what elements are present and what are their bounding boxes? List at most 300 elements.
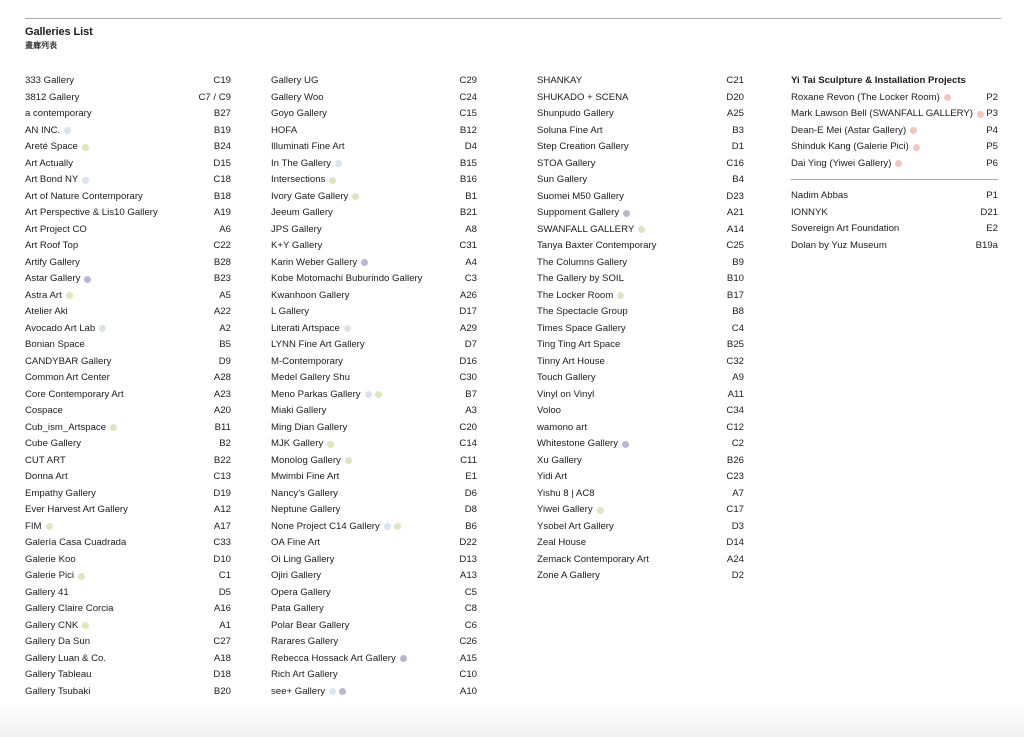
projects-divider [791,179,998,180]
list-item-name: K+Y Gallery [271,240,323,251]
list-item-name-wrap [271,90,324,107]
list-item [25,123,231,140]
list-item-name: Mwimbi Fine Art [271,471,340,482]
list-item-name-wrap [537,453,582,470]
list-item-name: Tinny Art House [537,355,605,367]
list-item [271,634,477,651]
list-item-name-wrap [271,486,338,503]
list-item-name-wrap [271,684,346,701]
list-item-name: Astra Art [25,289,62,301]
list-item-name-wrap [271,387,382,404]
list-item-name: Zemack Contemporary Art [537,553,649,565]
list-item-name-wrap [271,172,336,189]
booth-code: C32 [726,355,744,367]
purple-dot-icon [84,276,91,283]
list-item [271,222,477,239]
booth-code: A2 [219,322,231,334]
booth-code: C34 [726,405,744,416]
list-item-name-wrap [537,304,628,321]
green-dot-icon [82,144,89,151]
list-item-name-wrap [537,288,624,305]
list-item-name-wrap [25,469,68,486]
booth-code: B18 [213,190,231,202]
list-item-name-wrap [537,189,624,206]
list-item [271,420,477,437]
list-item-name: Art of Nature Contemporary [25,190,143,202]
list-item-name: JPS Gallery [271,223,322,235]
list-item-name: Ysobel Art Gallery [537,520,614,532]
booth-code: D2 [731,570,744,581]
list-item [25,73,231,90]
booth-code: C6 [464,619,477,631]
list-item [537,73,744,90]
list-item-name-wrap [271,667,338,684]
booth-code: B3 [732,124,744,136]
list-item-name: Yidi Art [537,471,568,482]
list-item-name: In The Gallery [271,157,332,169]
booth-code: C22 [213,240,231,251]
list-item-name-wrap [271,73,318,90]
list-item-name-wrap [537,519,614,536]
list-item [271,106,477,123]
list-item-name-wrap [271,634,338,651]
list-item [25,106,231,123]
list-item [25,172,231,189]
list-item-name: M-Contemporary [271,355,343,367]
green-dot-icon [329,177,336,184]
list-item-name-wrap [271,519,401,536]
booth-code: C29 [459,75,477,86]
booth-code: A18 [213,652,231,664]
list-item-name-wrap [25,354,111,371]
list-item-name-wrap [271,189,359,206]
list-item [25,651,231,668]
booth-code: D20 [726,91,744,103]
list-item [271,73,477,90]
list-item [25,684,231,701]
list-item [271,205,477,222]
list-item-name: a contemporary [25,108,92,119]
booth-code: D4 [464,141,477,152]
list-item [271,403,477,420]
booth-code: A6 [219,223,231,235]
list-item-name: Sun Gallery [537,174,588,185]
list-item-name-wrap [271,568,321,585]
list-item-name-wrap [25,172,89,189]
booth-code: E2 [986,223,998,234]
list-item [537,502,744,519]
booth-code: A24 [726,553,744,565]
booth-code: B15 [459,157,477,169]
booth-code: B27 [213,108,231,119]
booth-code: C5 [464,586,477,598]
list-item-name: Gallery Claire Corcia [25,603,114,614]
booth-code: C1 [218,570,231,581]
list-item-name: FIM [25,520,42,532]
list-item-name-wrap [25,420,117,437]
list-item-name-wrap [271,106,327,123]
list-item-name-wrap [25,585,69,602]
booth-code: D8 [464,504,477,515]
list-item-name-wrap [271,502,340,519]
list-item [271,618,477,635]
list-item-name: OA Fine Art [271,537,321,548]
list-item [25,568,231,585]
gallery-column-2 [271,73,477,700]
list-item [25,436,231,453]
booth-code: P6 [986,157,998,169]
list-item [537,106,744,123]
booth-code: C10 [459,669,477,680]
page-subtitle: 畫廊列表 [25,41,57,50]
list-item-name-wrap [25,634,90,651]
booth-code: A15 [459,652,477,664]
green-dot-icon [78,573,85,580]
booth-code: B1 [465,190,477,202]
list-item-name: Cub_ism_Artspace [25,421,107,433]
list-item [271,552,477,569]
list-item-name-wrap [537,73,582,90]
booth-code: P4 [986,124,998,136]
list-item [25,139,231,156]
list-item [25,618,231,635]
booth-code: C27 [213,636,231,647]
list-item-name-wrap [791,205,828,222]
list-item-name-wrap [271,123,297,140]
list-item-name: SWANFALL GALLERY [537,223,635,235]
list-item-name: Gallery 41 [25,586,69,598]
pink-dot-icon [944,94,951,101]
list-item [25,321,231,338]
list-item-name-wrap [791,221,899,238]
list-item [537,519,744,536]
list-item-name-wrap [537,387,594,404]
list-item-name-wrap [537,106,614,123]
booth-code: D18 [213,669,231,680]
booth-code: C25 [726,240,744,251]
list-item-name: Rebecca Hossack Art Gallery [271,652,396,664]
list-item-name-wrap [271,288,349,305]
booth-code: A12 [213,504,231,515]
list-item-name: Art Roof Top [25,240,79,251]
list-item [25,552,231,569]
list-item [271,436,477,453]
booth-code: B5 [219,339,231,350]
list-item-name-wrap [271,337,365,354]
booth-code: C33 [213,537,231,548]
list-item-name: Gallery Luan & Co. [25,652,107,664]
green-dot-icon [46,523,53,530]
list-item [791,188,998,205]
list-item [271,304,477,321]
booth-code: C18 [213,174,231,185]
list-item [271,667,477,684]
list-item [537,238,744,255]
booth-code: C23 [726,471,744,482]
blue-dot-icon [365,391,372,398]
list-item-name-wrap [25,106,92,123]
list-item [271,123,477,140]
booth-code: C8 [464,603,477,614]
blue-dot-icon [335,160,342,167]
list-item-name: Vinyl on Vinyl [537,388,595,400]
list-item [25,667,231,684]
projects-heading: Yi Tai Sculpture & Installation Projects [791,75,966,86]
booth-code: C14 [459,438,477,449]
list-item-name-wrap [537,139,629,156]
booth-code: D14 [726,537,744,548]
list-item-name: The Gallery by SOIL [537,273,624,284]
list-item-name: Medel Gallery Shu [271,372,350,383]
list-item-name: MJK Gallery [271,438,324,449]
list-item-name-wrap [271,321,351,338]
booth-code: B25 [726,339,744,350]
green-dot-icon [638,226,645,233]
list-item [25,469,231,486]
list-item-name-wrap [25,255,80,272]
list-item [271,337,477,354]
list-item-name: Oi Ling Gallery [271,553,335,565]
list-item-name: Kwanhoon Gallery [271,289,350,301]
list-item [25,519,231,536]
booth-code: A23 [213,388,231,400]
blue-dot-icon [344,325,351,332]
booth-code: C31 [459,240,477,251]
booth-code: A20 [213,405,231,416]
list-item-name: 3812 Gallery [25,91,80,103]
list-item [271,156,477,173]
list-item [537,123,744,140]
list-item-name: Literati Artspace [271,322,340,334]
list-item-name: L Gallery [271,306,310,317]
purple-dot-icon [400,655,407,662]
list-item [537,271,744,288]
list-item [271,354,477,371]
list-item-name-wrap [791,90,951,107]
list-item-name-wrap [271,222,322,239]
list-item-name-wrap [271,304,309,321]
list-item-name: Art Perspective & Lis10 Gallery [25,207,158,218]
list-item-name: 333 Gallery [25,75,75,86]
booth-code: P1 [986,190,998,201]
list-item-name: Intersections [271,174,326,185]
booth-code: B16 [459,174,477,185]
list-item-name: Neptune Gallery [271,504,341,515]
list-item [537,552,744,569]
blue-dot-icon [64,127,71,134]
list-item-name-wrap [25,436,81,453]
bottom-shade [0,703,1024,737]
booth-code: D22 [459,537,477,548]
booth-code: C3 [464,273,477,284]
list-item [271,535,477,552]
list-item-name: Tanya Baxter Contemporary [537,240,657,251]
list-item [25,238,231,255]
list-item-name: Atelier Aki [25,306,68,317]
list-item-name: Art Project CO [25,223,87,235]
list-item-name: Meno Parkas Gallery [271,388,361,400]
list-item [537,486,744,503]
list-item-name: Cube Gallery [25,438,81,449]
list-item-name: Common Art Center [25,372,110,383]
list-item [271,172,477,189]
list-item-name: Monolog Gallery [271,454,341,466]
list-item-name: Miaki Gallery [271,405,327,416]
list-item-name: Galerie Koo [25,553,76,565]
booth-code: D19 [213,487,231,499]
list-item-name: Times Space Gallery [537,322,626,334]
list-item-name: Dolan by Yuz Museum [791,239,887,251]
list-item-name-wrap [25,684,90,701]
booth-code: C12 [726,421,744,433]
list-item [791,106,998,123]
list-item [271,321,477,338]
list-item [271,288,477,305]
booth-code: A14 [726,223,744,235]
list-item-name: Ming Dian Gallery [271,421,348,433]
list-item-name-wrap [537,123,603,140]
list-item-name: STOA Gallery [537,157,596,169]
list-item-name: Step Creation Gallery [537,141,629,152]
booth-code: C17 [726,504,744,515]
booth-code: D15 [213,157,231,169]
list-item-name-wrap [271,436,334,453]
list-item-name: Areté Space [25,141,78,152]
list-item-name-wrap [25,321,106,338]
list-item-name-wrap [791,238,887,255]
list-item [537,568,744,585]
list-item-name: Jeeum Gallery [271,207,333,218]
list-item-name-wrap [791,106,984,123]
list-item [537,304,744,321]
booth-code: B19a [975,239,998,251]
blue-dot-icon [329,688,336,695]
list-item-name: Ting Ting Art Space [537,339,621,350]
booth-code: A29 [459,322,477,334]
projects-list [791,90,998,173]
list-item [271,370,477,387]
booth-code: C26 [459,636,477,647]
booth-code: D23 [726,190,744,202]
list-item [271,90,477,107]
list-item [537,337,744,354]
booth-code: B24 [213,141,231,152]
list-item-name-wrap [271,469,339,486]
booth-code: P5 [986,141,998,152]
list-item-name-wrap [537,502,604,519]
list-item-name-wrap [25,552,76,569]
list-item-name: The Locker Room [537,289,614,301]
list-item-name: Donna Art [25,471,68,482]
list-item-name: Rarares Gallery [271,636,339,647]
list-item [271,387,477,404]
booth-code: A19 [213,207,231,218]
list-item-name-wrap [25,90,79,107]
pink-dot-icon [910,127,917,134]
booth-code: D16 [459,355,477,367]
list-item-name: SHANKAY [537,75,583,86]
list-item-name: Xu Gallery [537,454,582,466]
list-item-name-wrap [537,205,630,222]
list-item-name-wrap [25,370,110,387]
list-item [25,585,231,602]
list-item-name: Galería Casa Cuadrada [25,537,127,548]
list-item [791,238,998,255]
list-item-name-wrap [25,271,91,288]
list-item-name-wrap [537,486,595,503]
list-item [25,403,231,420]
list-item [271,502,477,519]
list-item [25,222,231,239]
list-item-name: Nadim Abbas [791,190,849,201]
booth-code: A4 [465,256,477,268]
projects-column [791,73,998,254]
list-item-name-wrap [271,535,320,552]
list-item-name-wrap [25,337,85,354]
booth-code: C15 [459,108,477,119]
booth-code: C11 [460,454,477,466]
list-item [25,189,231,206]
purple-dot-icon [339,688,346,695]
list-item [537,403,744,420]
booth-code: D21 [980,206,998,218]
other-exhibitors-list [791,188,998,254]
booth-code: B2 [219,438,231,449]
booth-code: C21 [726,75,744,86]
list-item-name: Gallery Tsubaki [25,685,91,697]
list-item-name-wrap [791,139,920,156]
list-item-name-wrap [271,420,347,437]
list-item-name: Suppoment Gallery [537,207,620,218]
list-item-name: Kobe Motomachi Buburindo Gallery [271,273,423,284]
green-dot-icon [375,391,382,398]
booth-code: B7 [465,388,477,400]
booth-code: C2 [731,438,744,449]
list-item-name-wrap [537,370,596,387]
list-item [25,288,231,305]
green-dot-icon [82,622,89,629]
list-item [537,469,744,486]
list-item-name-wrap [25,403,63,420]
booth-code: B22 [213,454,231,466]
list-item [537,535,744,552]
booth-code: C24 [459,91,477,103]
list-item-name-wrap [537,271,624,288]
booth-code: B10 [726,273,744,284]
list-item-name-wrap [537,403,561,420]
booth-code: B17 [726,289,744,301]
list-item [537,436,744,453]
list-item [271,255,477,272]
booth-code: B23 [213,273,231,284]
list-item-name: LYNN Fine Art Gallery [271,339,365,350]
list-item [271,486,477,503]
booth-code: D10 [213,553,231,565]
list-item-name-wrap [25,123,71,140]
list-item-name: Gallery Da Sun [25,636,91,647]
booth-code: A3 [465,405,477,416]
booth-code: A28 [213,372,231,383]
booth-code: D1 [731,141,744,152]
pink-dot-icon [977,111,984,118]
list-item-name: Core Contemporary Art [25,388,124,400]
list-item [271,139,477,156]
green-dot-icon [345,457,352,464]
list-item-name-wrap [271,205,333,222]
list-item [25,271,231,288]
list-item-name-wrap [271,354,343,371]
list-item-name: Shunpudo Gallery [537,108,614,119]
